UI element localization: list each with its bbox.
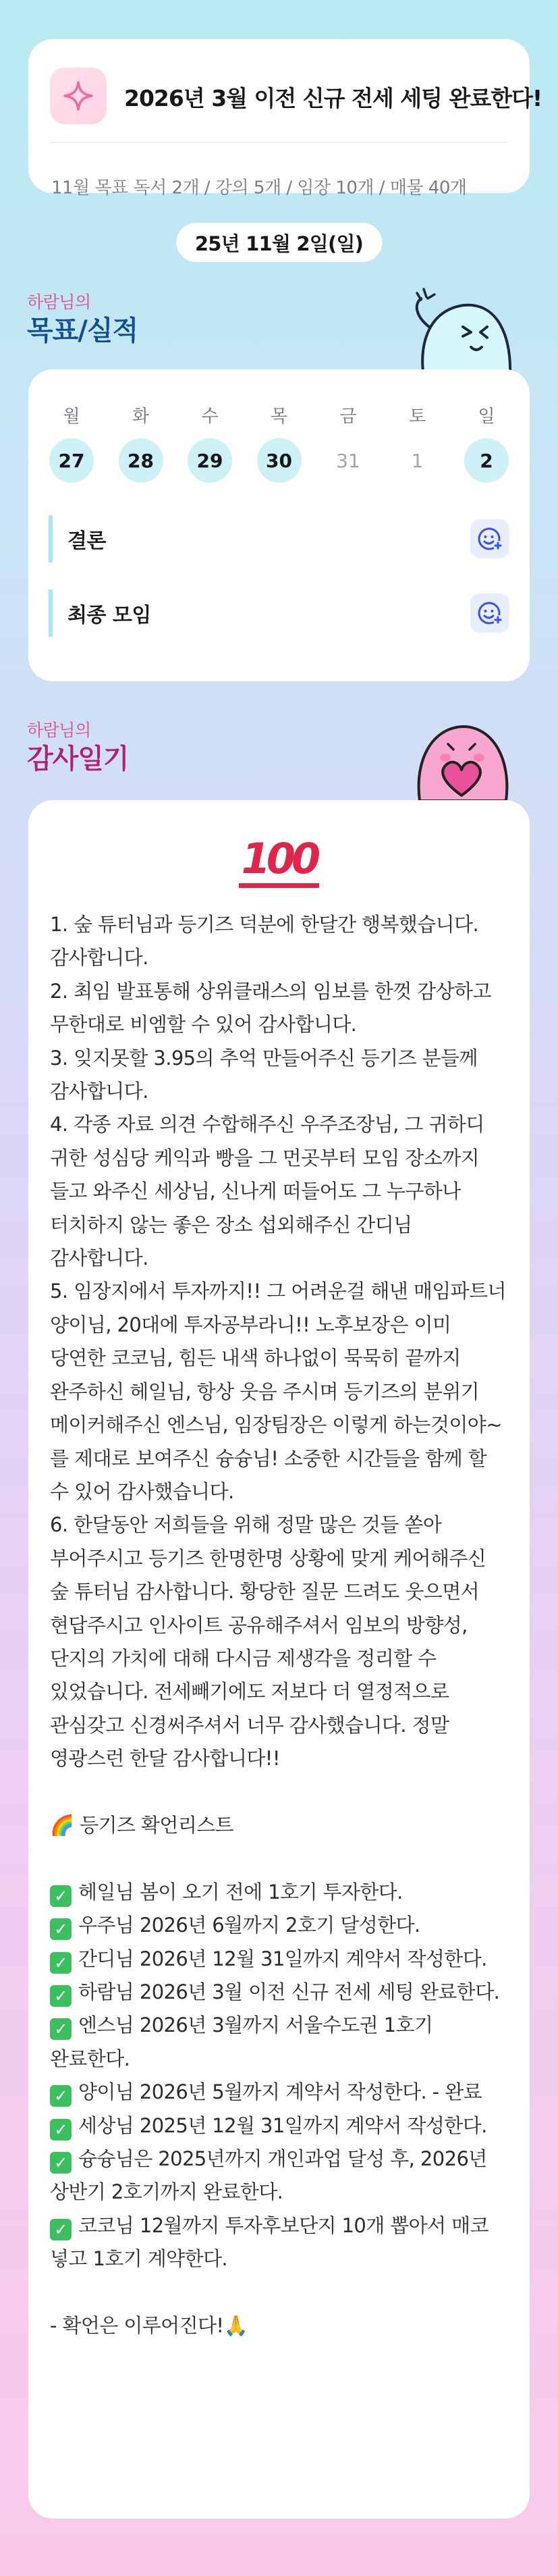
todo-item[interactable] xyxy=(49,515,509,562)
emoji-add-icon[interactable] xyxy=(470,519,509,558)
section-title-gratitude: 감사일기 xyxy=(27,743,129,774)
section-subtitle: 하람님의 xyxy=(27,720,91,740)
gratitude-paragraph: 6. 한달동안 저희들을 위해 정말 많은 것들 쏟아 부어주시고 등기즈 한명한명 상황에 맞게 케어해주신 숲 튜터님 감사합니다. 황당한 질문 드려도 웃으면서 현답주시고 인사이트 공유해주셔서 임보의 방향성, 단지의 가치에 대해 다시금 제생각을 정리할 수 있었습니다. 전세빼기에도 저보다 더 열정적으로 관심갖고 신경써주셔서 너무 감사했습니다. 정말 영광스런 한달 감사합니다!! xyxy=(50,1513,486,1770)
check-icon: ✓ xyxy=(50,1918,72,1940)
gratitude-paragraph: 2. 최임 발표통해 상위클래스의 임보를 한껏 감상하고 무한대로 비엠할 수 있어 감사합니다. xyxy=(50,979,491,1036)
check-icon: ✓ xyxy=(50,1952,72,1974)
goal-card[interactable] xyxy=(28,39,542,199)
weekday-row xyxy=(49,403,509,430)
date-pill[interactable]: 25년 11월 2일(일) xyxy=(176,223,382,262)
checklist-item: ✓ 세상님 2025년 12월 31일까지 계약서 작성한다. xyxy=(50,2109,509,2143)
check-icon: ✓ xyxy=(50,2219,72,2240)
check-icon: ✓ xyxy=(50,1885,72,1907)
weekday-label: 토 xyxy=(408,406,426,427)
checklist-item: ✓ 간디님 2026년 12월 31일까지 계약서 작성한다. xyxy=(50,1943,509,1976)
checklist-item: ✓ 양이님 2026년 5월까지 계약서 작성한다. - 완료 xyxy=(50,2076,509,2109)
calendar-day[interactable]: 30 xyxy=(257,438,302,483)
calendar-day[interactable]: 27 xyxy=(49,438,94,483)
checklist-item: ✓ 슝슝님은 2025년까지 개인과업 달성 후, 2026년 상반기 2호기까지 완료한다. xyxy=(50,2147,487,2204)
weekday-label: 월 xyxy=(63,406,80,427)
gratitude-card xyxy=(28,800,530,2519)
check-icon: ✓ xyxy=(50,2119,72,2140)
weekday-label: 수 xyxy=(201,406,219,427)
weekday-label: 금 xyxy=(339,406,357,427)
checklist-item: ✓ 하람님 2026년 3월 이전 신규 전세 세팅 완료한다. xyxy=(50,1976,509,2009)
calendar-day[interactable]: 1 xyxy=(411,449,424,472)
sparkle-icon xyxy=(50,68,107,124)
checklist-item: ✓ 헤일님 봄이 오기 전에 1호기 투자한다. xyxy=(50,1876,509,1909)
gratitude-paragraph: 5. 임장지에서 투자까지!! 그 어려운걸 해낸 매임파트너 양이님, 20대에 투자공부라니!! 노후보장은 이미 당연한 코코님, 힘든 내색 하나없이 묵묵히 끝까지 완주하신 헤일님, 항상 웃음 주시며 등기즈의 분위기 메이커해주신 엔스님, 임장팀장은 이렇게 하는것이야~를 제대로 보여주신 슝슝님! 소중한 시간들을 함께 할 수 있어 감사했습니다. xyxy=(50,1280,506,1503)
checklist-item: ✓ 엔스님 2026년 3월까지 서울수도권 1호기 완료한다. xyxy=(50,2014,433,2070)
todo-label: 결론 xyxy=(67,529,106,553)
calendar-day-selected[interactable]: 2 xyxy=(464,438,509,483)
check-icon: ✓ xyxy=(50,1985,72,2007)
calendar-day[interactable]: 29 xyxy=(188,438,232,483)
gratitude-body xyxy=(50,908,509,2342)
gratitude-paragraph: 4. 각종 자료 의견 수합해주신 우주조장님, 그 귀하디 귀한 성심당 케익과 빵을 그 먼곳부터 모임 장소까지 들고 와주신 세상님, 신나게 떠들어도 그 누구하나 터치하지 않는 좋은 장소 섭외해주신 간디님 감사합니다. xyxy=(50,1113,484,1270)
calendar-card xyxy=(28,369,530,681)
check-icon: ✓ xyxy=(50,2018,72,2040)
checklist-item: ✓ 우주님 2026년 6월까지 2호기 달성한다. xyxy=(50,1909,509,1942)
checklist-item: ✓ 코코님 12월까지 투자후보단지 10개 뽑아서 매코 넣고 1호기 계약한다. xyxy=(50,2213,489,2271)
ghost-mascot-icon xyxy=(403,282,518,377)
emoji-100: 100 xyxy=(239,834,319,888)
check-icon: ✓ xyxy=(50,2152,72,2174)
calendar-day[interactable]: 28 xyxy=(119,438,163,483)
section-subtitle: 하람님의 xyxy=(27,292,91,312)
weekday-label: 화 xyxy=(132,406,150,427)
gratitude-paragraph: 1. 숲 튜터님과 등기즈 덕분에 한달간 행복했습니다. 감사합니다. xyxy=(50,913,479,970)
todo-label: 최종 모임 xyxy=(67,604,151,627)
emoji-add-icon[interactable] xyxy=(470,594,509,633)
goal-subtitle: 11월 목표 독서 2개 / 강의 5개 / 임장 10개 / 매물 40개 xyxy=(51,178,467,199)
closing-line: - 확언은 이루어진다!🙏 xyxy=(50,2314,248,2338)
weekday-label: 일 xyxy=(478,406,495,427)
hundred-points-icon xyxy=(28,834,530,883)
check-icon: ✓ xyxy=(50,2085,72,2107)
calendar-day[interactable]: 31 xyxy=(336,449,360,472)
weekday-label: 목 xyxy=(270,406,288,427)
todo-item[interactable] xyxy=(49,589,509,637)
gratitude-paragraph: 3. 잊지못할 3.95의 추억 만들어주신 등기즈 분들께 감사합니다. xyxy=(50,1046,478,1103)
divider xyxy=(50,142,508,143)
date-row xyxy=(49,438,509,483)
checklist-title: 🌈 등기즈 확언리스트 xyxy=(50,1813,234,1837)
goal-title: 2026년 3월 이전 신규 전세 세팅 완료한다! xyxy=(124,85,542,111)
section-title-goals: 목표/실적 xyxy=(27,315,138,346)
blob-heart-mascot-icon xyxy=(405,712,518,801)
